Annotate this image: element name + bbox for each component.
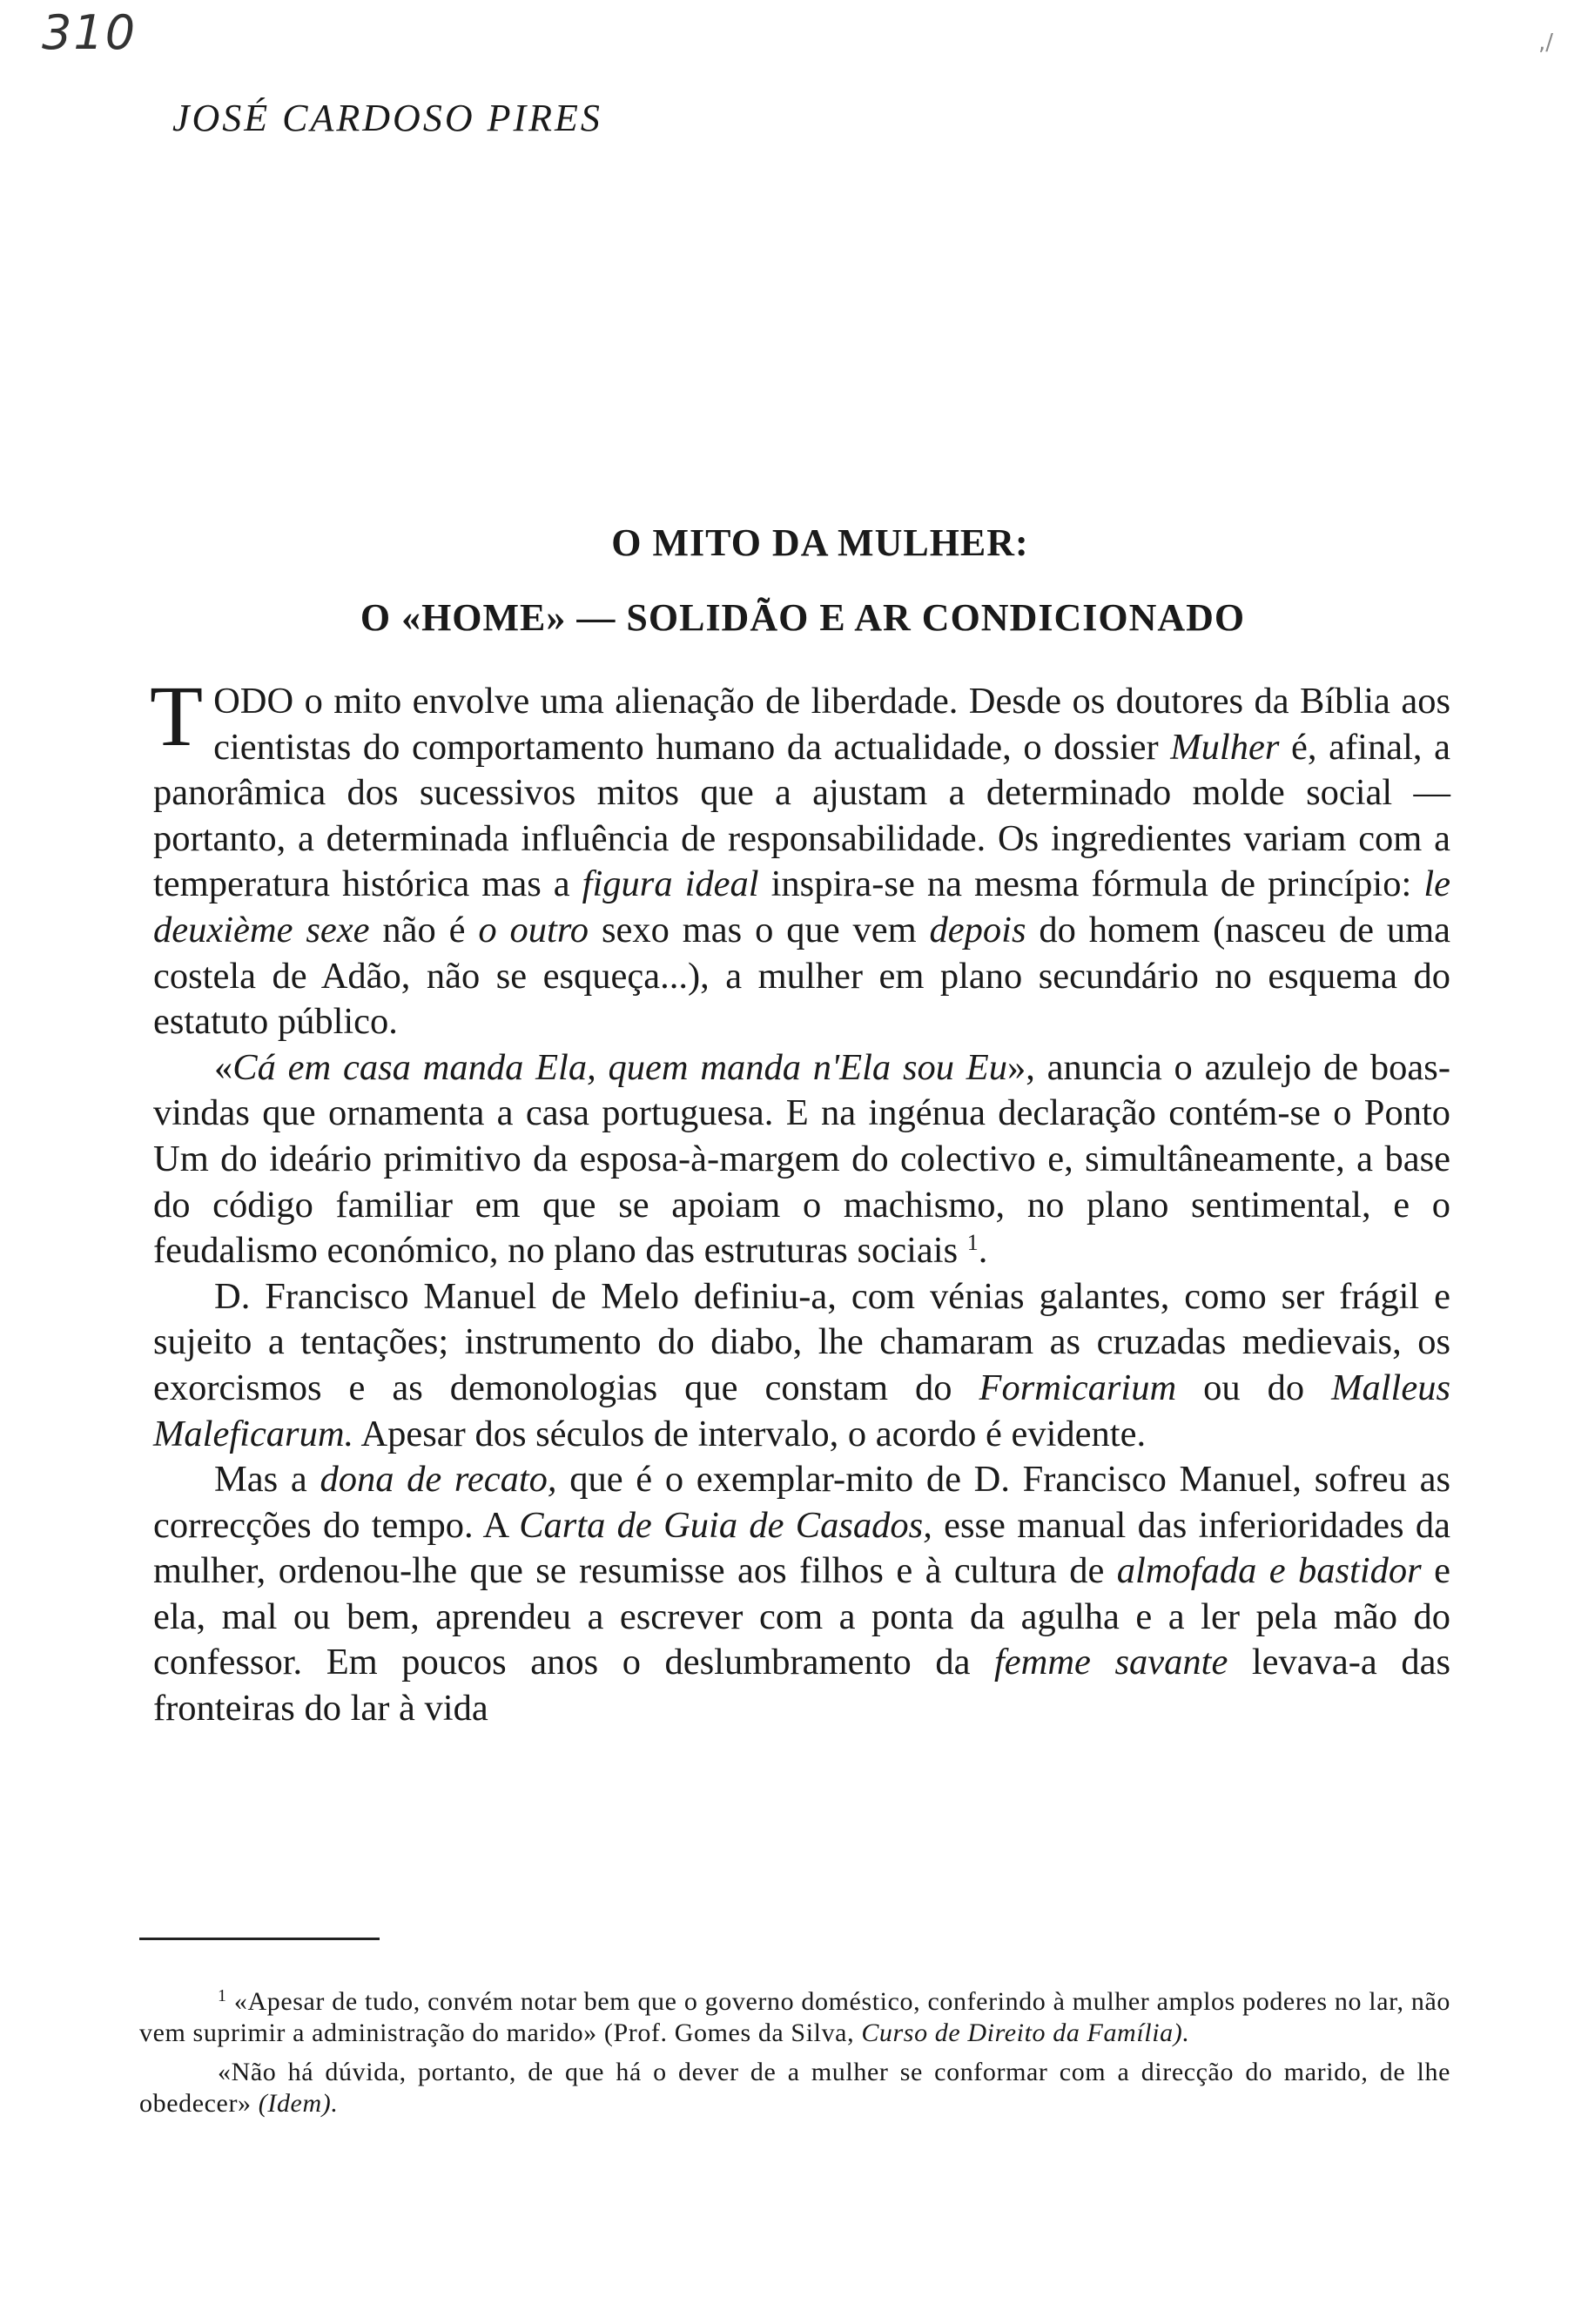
italic-run: o outro (478, 909, 589, 950)
text-run: não é (369, 909, 479, 950)
italic-run: le deuxième sexe (153, 863, 1450, 950)
paragraph-3 (153, 1274, 1450, 1457)
footnote-divider (139, 1938, 380, 1940)
italic-run: figura ideal (582, 863, 759, 905)
text-run: do homem (nasceu de uma costela de Adão, não se esqueça...), a mulher em plano secundário no esquema do estatuto público. (153, 909, 1451, 1043)
paragraph-2 (153, 1045, 1450, 1274)
corner-pencil-mark: ,/ (1538, 30, 1553, 56)
text-run: esse manual das inferioridades da mulher, ordenou-lhe que se resumisse aos filhos e à cultura de (153, 1504, 1450, 1592)
text-run: ou do (1176, 1367, 1332, 1408)
text-run: sexo mas o que vem (589, 909, 930, 950)
paragraph-4 (153, 1457, 1450, 1732)
italic-run: Curso de Direito da Família). (861, 2018, 1190, 2047)
text-run: D. Francisco Manuel de Melo definiu-a, com vénias galantes, como ser frágil e sujeito a tentações; instrumento do diabo, lhe chamaram as cruzadas medievais, os exorcismos e as demonologias que constam do (153, 1275, 1450, 1408)
text-run: levava-a das fronteiras do lar à vida (153, 1642, 1450, 1730)
paragraph-1 (150, 668, 1451, 1045)
italic-run: Cá em casa manda Ela, quem manda n'Ela sou Eu (232, 1046, 1007, 1088)
chapter-subtitle: O «HOME» — SOLIDÃO E AR CONDICIONADO (360, 596, 1246, 639)
text-run: Apesar dos séculos de intervalo, o acordo é evidente. (353, 1413, 1147, 1454)
italic-run: femme savante (994, 1642, 1228, 1683)
italic-run: Malleus Maleficarum. (153, 1367, 1451, 1454)
text-run: que é o exemplar-mito de D. Francisco Manuel, sofreu as correcções do tempo. A (153, 1459, 1450, 1546)
text-run: inspira-se na mesma fórmula de princípio: (758, 863, 1424, 905)
footnote-1-continued (139, 2057, 1450, 2119)
text-run: «Não há dúvida, portanto, de que há o dever de a mulher se conformar com a direcção do marido, de lhe obedecer» (139, 2058, 1450, 2118)
running-head-author: JOSÉ CARDOSO PIRES (172, 97, 602, 139)
text-run: . (978, 1230, 988, 1272)
italic-run: Carta de Guia de Casados, (519, 1504, 932, 1546)
italic-run: dona de recato, (320, 1459, 557, 1501)
footnotes (139, 1986, 1450, 2119)
italic-run: Formicarium (979, 1367, 1177, 1408)
footnote-number: 1 (218, 1986, 227, 2005)
italic-run: (Idem). (258, 2088, 339, 2118)
text-run: «Apesar de tudo, convém notar bem que o governo doméstico, conferindo à mulher amplos poderes no lar, não vem suprimir a administração do marido» (Prof. Gomes da Silva, (139, 1987, 1450, 2047)
text-run: e ela, mal ou bem, aprendeu a escrever com a ponta da agulha e a ler pela mão do confessor. Em poucos anos o deslumbramento da (153, 1550, 1450, 1683)
italic-run: Mulher (1170, 726, 1280, 768)
footnote-ref[interactable]: 1 (966, 1230, 979, 1256)
text-run: ODO o mito envolve uma alienação de liberdade. Desde os doutores da Bíblia aos cientistas do comportamento humano da actualidade, o dossier (213, 681, 1450, 768)
text-run: é, afinal, a panorâmica dos sucessivos mitos que a ajustam a determinado molde social — portanto, a determinada influência de responsabilidade. Os ingredientes variam com a temperatura histórica mas a (153, 726, 1450, 905)
text-run: Mas a (214, 1459, 320, 1501)
body-text (150, 668, 1451, 1732)
italic-run: almofada e bastidor (1116, 1550, 1422, 1592)
text-run: », anuncia o azulejo de boas-vindas que ornamenta a casa portuguesa. E na ingénua declaração contém-se o Ponto Um do ideário primitivo da esposa-à-margem do colectivo e, simultâneamente, a base do código familiar em que se apoiam o machismo, no plano sentimental, e o feudalismo económico, no plano das estruturas sociais (153, 1046, 1450, 1272)
chapter-title: O MITO DA MULHER: (611, 521, 1029, 564)
text-run: « (214, 1046, 233, 1088)
footnote-1 (139, 1986, 1450, 2048)
handwritten-page-number: 310 (42, 5, 138, 60)
italic-run: depois (929, 909, 1026, 950)
drop-cap: T (150, 668, 204, 764)
